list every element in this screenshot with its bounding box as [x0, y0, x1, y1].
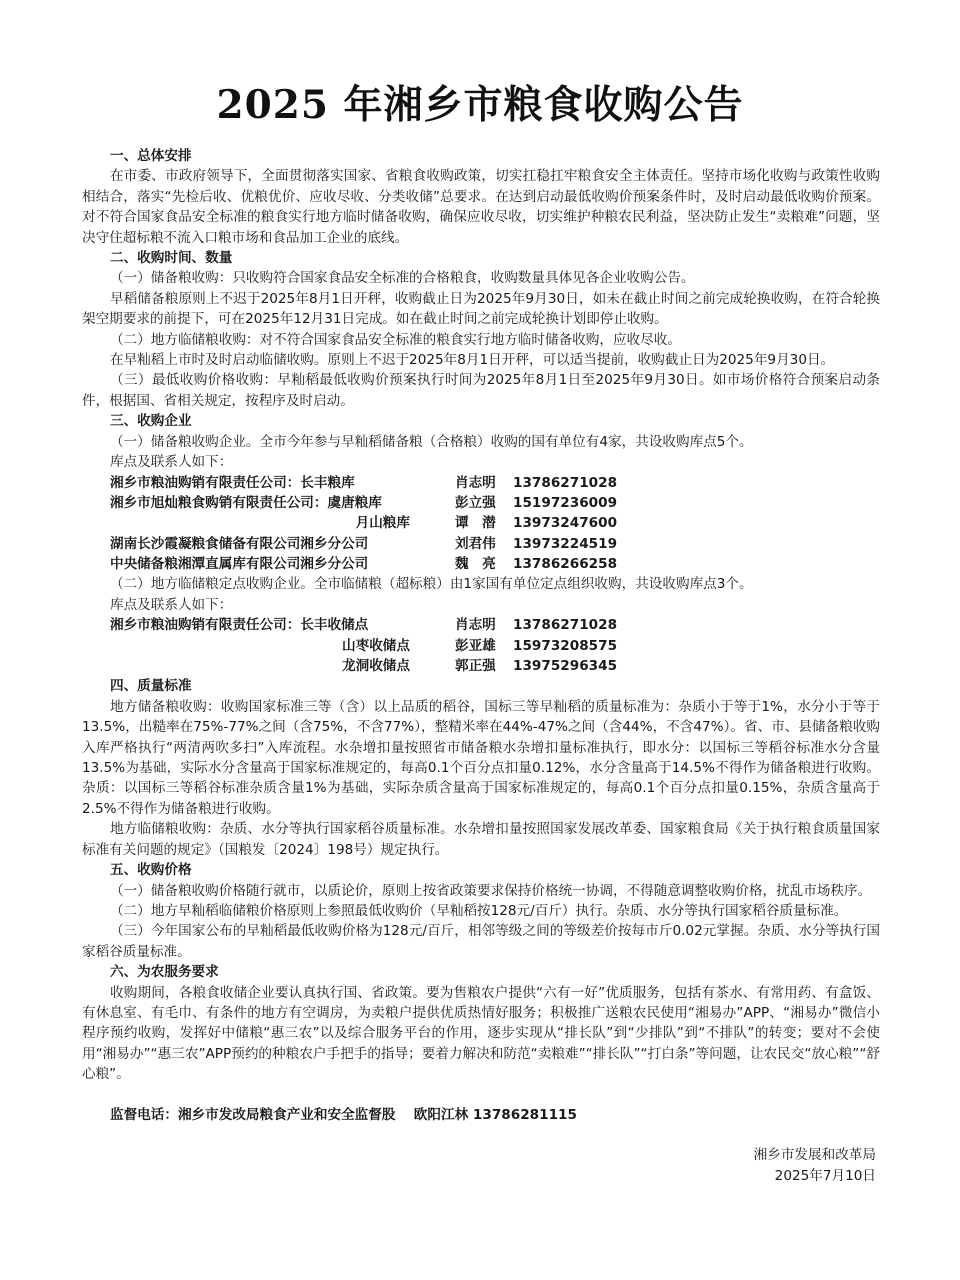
section-heading: 二、收购时间、数量 — [110, 250, 233, 267]
list-label: 库点及联系人如下： — [110, 596, 233, 613]
section-heading: 一、总体安排 — [110, 148, 192, 164]
contact-row — [82, 473, 880, 493]
paragraph: 在市委、市政府领导下，全面贯彻落实国家、省粮食收购政策，切实扛稳扛牢粮食安全主体责任。坚持市场化收购与政策性收购相结合，落实“先检后收、优粮优价、应收尽收、分类收储”总要求。在达到启动最低收购价预案条件时，及时启动最低收购价预案。对不符合国家食品安全标准的粮食实行地方临时储备收购，确保应收尽收，切实维护种粮农民利益，坚决防止发生“卖粮难”问题，坚决守住超标粮不流入口粮市场和食品加工企业的底线。 — [82, 168, 880, 246]
contact-phone: 13786271028 — [513, 617, 618, 634]
paragraph: 早稻储备粮原则上不迟于2025年8月1日开秤，收购截止日为2025年9月30日，如未在截止时间之前完成轮换收购，在符合轮换架空期要求的前提下，可在2025年12月31日完成。如在截止时间之前完成轮换计划即停止收购。 — [82, 290, 880, 328]
contact-phone: 13973247600 — [513, 515, 618, 532]
paragraph: （二）地方早籼稻临储粮价格原则上参照最低收购价（早籼稻按128元/百斤）执行。杂质、水分等执行国家稻谷质量标准。 — [110, 902, 848, 919]
supervision-hotline: 监督电话：湘乡市发改局粮食产业和安全监督股 欧阳江林 13786281115 — [110, 1106, 577, 1123]
contact-row — [82, 615, 880, 635]
paragraph: （一）储备粮收购价格随行就市，以质论价，原则上按省政策要求保持价格统一协调，不得随意调整收购价格，扰乱市场秩序。 — [110, 882, 872, 899]
company-name: 湘乡市粮油购销有限责任公司：长丰收储点 — [110, 617, 369, 634]
contact-name: 彭亚雄 — [455, 637, 496, 654]
company-name: 湖南长沙霞凝粮食储备有限公司湘乡分公司 — [110, 535, 369, 552]
list-label: 库点及联系人如下： — [110, 454, 233, 471]
contact-phone: 13975296345 — [513, 658, 618, 675]
contact-row — [82, 656, 880, 676]
paragraph: 地方储备粮收购：收购国家标准三等（含）以上品质的稻谷，国标三等早籼稻的质量标准为：杂质小于等于1%，水分小于等于13.5%，出糙率在75%-77%之间（含75%，不含77%），整精米率在44%-47%之间（含44%，不含47%）。省、市、县储备粮收购入库严格执行“两清两吹多扫”入库流程。水杂增扣量按照省市储备粮水杂增扣量标准执行，即水分：以国标三等稻谷标准水分含量13.5%为基础，实际水分含量高于国家标准规定的，每高0.1个百分点扣量0.12%，水分含量高于14.5%不得作为储备粮进行收购。杂质：以国标三等稻谷标准杂质含量1%为基础，实际杂质含量高于国家标准规定的，每高0.1个百分点扣量0.15%，杂质含量高于2.5%不得作为储备粮进行收购。 — [82, 698, 880, 817]
paragraph: 收购期间，各粮食收储企业要认真执行国、省政策。要为售粮农户提供“六有一好”优质服务，包括有茶水、有常用药、有盒饭、有休息室、有毛巾、有条件的地方有空调房，为卖粮户提供优质热情好服务；积极推广送粮农民使用“湘易办”APP、“湘易办”微信小程序预约收购，发挥好中储粮“惠三农”以及综合服务平台的作用，逐步实现从“排长队”到“少排队”到“不排队”的转变；要对不会使用“湘易办”“惠三农”APP预约的种粮农户手把手的指导；要着力解决和防范“卖粮难”“排长队”“打白条”等问题，让农民交“放心粮”“舒心粮”。 — [82, 984, 880, 1083]
contact-name: 彭立强 — [455, 494, 496, 511]
contact-row — [82, 636, 880, 656]
page-title: 2025 年湘乡市粮食收购公告 — [216, 82, 744, 128]
depot-name: 山枣收储点 — [342, 637, 410, 654]
company-name: 中央储备粮湘潭直属库有限公司湘乡分公司 — [110, 556, 369, 573]
contact-name: 肖志明 — [455, 474, 496, 491]
issue-date: 2025年7月10日 — [774, 1167, 876, 1184]
section-heading: 四、质量标准 — [110, 678, 192, 695]
company-name: 湘乡市粮油购销有限责任公司：长丰粮库 — [110, 474, 355, 491]
contact-row — [82, 554, 880, 574]
section-heading: 六、为农服务要求 — [110, 964, 219, 981]
announcement-body — [82, 146, 880, 1187]
paragraph: 在早籼稻上市时及时启动临储收购。原则上不迟于2025年8月1日开秤，可以适当提前，收购截止日为2025年9月30日。 — [110, 352, 835, 369]
contact-phone: 13786266258 — [513, 556, 618, 573]
contact-name: 谭 潜 — [455, 515, 496, 532]
section-heading: 五、收购价格 — [110, 862, 192, 879]
contact-phone: 15973208575 — [513, 637, 618, 654]
issuer-name: 湘乡市发展和改革局 — [753, 1146, 876, 1163]
contact-phone: 13973224519 — [513, 535, 618, 552]
contact-row — [82, 493, 880, 513]
contact-name: 魏 亮 — [455, 556, 496, 573]
contact-row — [82, 534, 880, 554]
contact-name: 刘君伟 — [455, 535, 496, 552]
depot-name: 月山粮库 — [355, 515, 410, 532]
spacer — [82, 1125, 880, 1145]
depot-name: 龙洞收储点 — [342, 658, 410, 675]
paragraph: （二）地方临储粮定点收购企业。全市临储粮（超标粮）由1家国有单位定点组织收购，共设收购库点3个。 — [110, 576, 753, 593]
contact-row — [82, 513, 880, 533]
company-name: 湘乡市旭灿粮食购销有限责任公司：虞唐粮库 — [110, 494, 382, 511]
contact-name: 郭正强 — [455, 658, 496, 675]
section-heading: 三、收购企业 — [110, 413, 192, 430]
contact-phone: 13786271028 — [513, 474, 618, 491]
spacer — [82, 1085, 880, 1105]
paragraph: （三）最低收购价格收购：早籼稻最低收购价预案执行时间为2025年8月1日至2025年9月30日。如市场价格符合预案启动条件，根据国、省相关规定，按程序及时启动。 — [82, 372, 880, 409]
paragraph: （三）今年国家公布的早籼稻最低收购价格为128元/百斤，相邻等级之间的等级差价按每市斤0.02元掌握。杂质、水分等执行国家稻谷质量标准。 — [82, 923, 880, 960]
paragraph: （一）储备粮收购企业。全市今年参与早籼稻储备粮（合格粮）收购的国有单位有4家，共设收购库点5个。 — [110, 433, 753, 450]
contact-phone: 15197236009 — [513, 494, 618, 511]
paragraph: 地方临储粮收购：杂质、水分等执行国家稻谷质量标准。水杂增扣量按照国家发展改革委、国家粮食局《关于执行粮食质量国家标准有关问题的规定》（国粮发〔2024〕198号）规定执行。 — [82, 821, 880, 858]
paragraph: （一）储备粮收购：只收购符合国家食品安全标准的合格粮食，收购数量具体见各企业收购公告。 — [110, 270, 695, 287]
paragraph: （二）地方临储粮收购：对不符合国家食品安全标准的粮食实行地方临时储备收购，应收尽收。 — [110, 331, 681, 348]
contact-name: 肖志明 — [455, 617, 496, 634]
